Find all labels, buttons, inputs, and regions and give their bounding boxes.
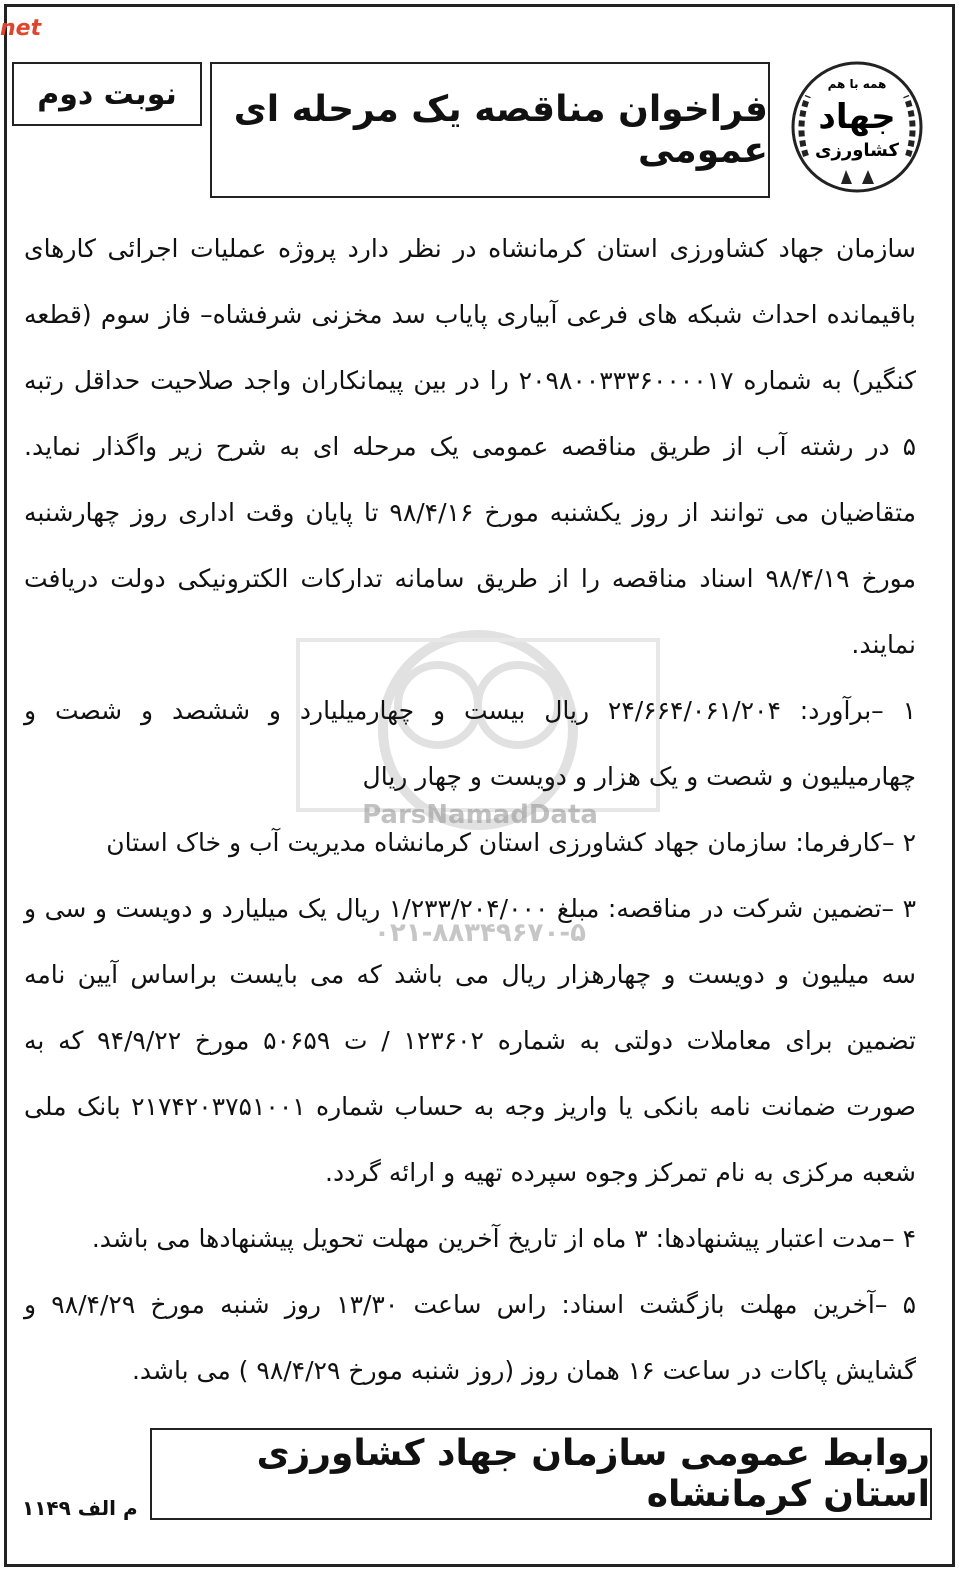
ad-code: م الف ۱۱۴۹ [22, 1496, 138, 1520]
item-guarantee: ۳ –تضمین شرکت در مناقصه: مبلغ ۱/۲۳۳/۲۰۴/۰۰۰ ریال یک میلیارد و دویست و سی و سه میلیون و دویست و چهارهزار ریال می باشد که می بایست براساس آیین نامه تضمین برای معاملات دولتی به شماره ۱۲۳۶۰۲ / ت ۵۰۶۵۹ مورخ ۹۴/۹/۲۲ که به صورت ضمانت نامه بانکی یا واریز وجه به حساب شماره ۲۱۷۴۲۰۳۷۵۱۰۰۱ بانک ملی شعبه مرکزی به نام تمرکز وجوه سپرده تهیه و ارائه گردد. [24, 894, 916, 1187]
watermark-name: ParsNamadData [362, 800, 598, 830]
logo-main-text: جهاد [818, 97, 896, 137]
title-box [210, 62, 770, 198]
footer-publisher: روابط عمومی سازمان جهاد کشاورزی استان کرمانشاه [256, 1433, 930, 1515]
round-box [12, 62, 202, 126]
jihad-keshavarzi-logo [786, 56, 928, 198]
round-label: نوبت دوم [37, 76, 177, 112]
page-title: فراخوان مناقصه یک مرحله ای عمومی [233, 89, 768, 171]
item-employer: ۲ –کارفرما: سازمان جهاد کشاورزی استان کرمانشاه مدیریت آب و خاک استان [106, 828, 916, 857]
corner-site-tag: net [0, 16, 42, 41]
watermark-phone: ۰۲۱-۸۸۳۴۹۶۷۰-۵ [373, 918, 586, 948]
intro-paragraph: سازمان جهاد کشاورزی استان کرمانشاه در نظر دارد پروژه عملیات اجرائی کارهای باقیمانده احداث شبکه های فرعی آبیاری پایاب سد مخزنی شرفشاه– فاز سوم (قطعه کنگیر) به شماره ۲۰۹۸۰۰۳۳۳۶۰۰۰۰۱۷ را در بین پیمانکاران واجد صلاحیت حداقل رتبه ۵ در رشته آب از طریق مناقصه عمومی یک مرحله ای به شرح زیر واگذار نماید. متقاضیان می توانند از روز یکشنبه مورخ ۹۸/۴/۱۶ تا پایان وقت اداری روز چهارشنبه مورخ ۹۸/۴/۱۹ اسناد مناقصه را از طریق سامانه تدارکات الکترونیکی دولت دریافت نمایند. [24, 234, 916, 659]
item-estimate: ۱ –برآورد: ۲۴/۶۶۴/۰۶۱/۲۰۴ ریال بیست و چهارمیلیارد و ششصد و شصت و چهارمیلیون و شصت و یک هزار و دویست و چهار ریال [24, 696, 916, 791]
item-validity: ۴ –مدت اعتبار پیشنهادها: ۳ ماه از تاریخ آخرین مهلت تحویل پیشنهادها می باشد. [91, 1224, 916, 1253]
logo-top-text: همه با هم [827, 77, 887, 91]
footer-box [150, 1428, 932, 1520]
announcement-body [24, 216, 916, 1404]
item-deadline: ۵ –آخرین مهلت بازگشت اسناد: راس ساعت ۱۳/۳۰ روز شنبه مورخ ۹۸/۴/۲۹ و گشایش پاکات در ساعت ۱۶ همان روز (روز شنبه مورخ ۹۸/۴/۲۹ ) می باشد. [24, 1290, 916, 1385]
logo-sub-text: کشاورزی [815, 140, 899, 161]
